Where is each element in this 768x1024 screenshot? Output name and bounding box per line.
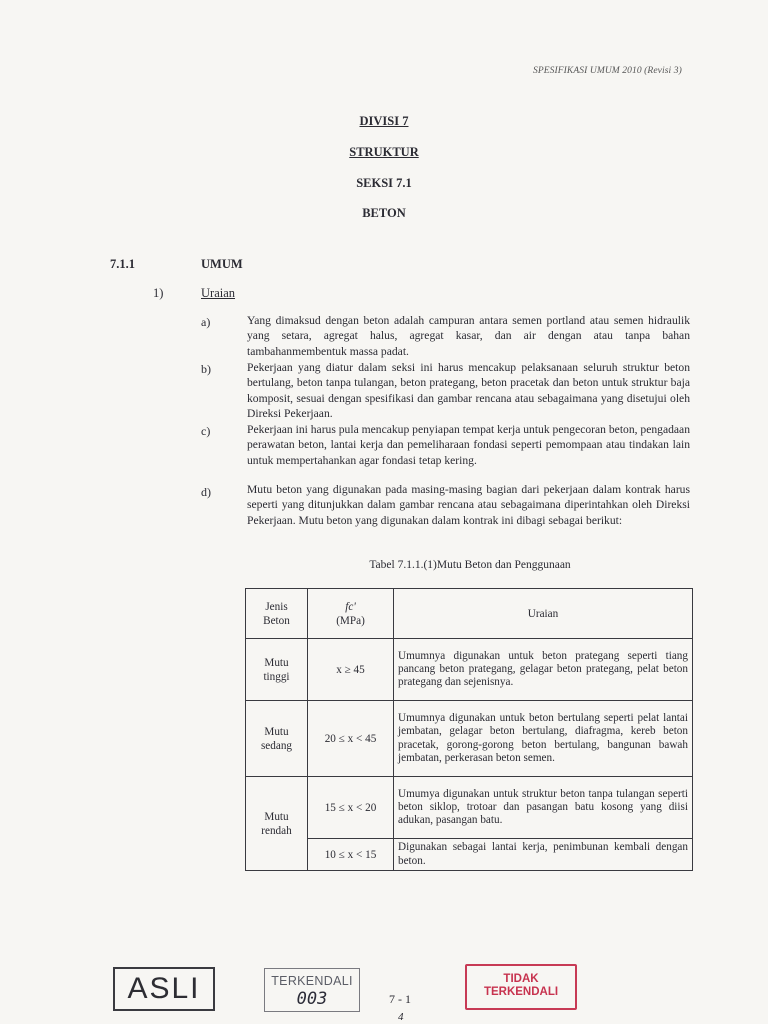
item-label-d: d)	[201, 485, 211, 499]
item-text-b: Pekerjaan yang diatur dalam seksi ini harus mencakup pelaksanaan seluruh struktur beton bertulang, beton tanpa tulangan, beton prategang, beton pracetak dan beton untuk struktur baja komposit, sesuai dengan spesifikasi dan gambar rencana atau sebagaimana yang disetujui oleh Direksi Pekerjaan.	[247, 361, 690, 421]
table-row	[246, 701, 693, 777]
stamp-tidak-line-1: TIDAK	[503, 973, 539, 985]
beton-title: BETON	[362, 206, 406, 220]
stamp-tidak-terkendali	[465, 964, 577, 1010]
table-row	[246, 639, 693, 701]
stamp-asli	[113, 967, 215, 1011]
section-number: 7.1.1	[110, 257, 135, 271]
table-caption: Tabel 7.1.1.(1)Mutu Beton dan Penggunaan	[369, 559, 571, 571]
division-title: DIVISI 7	[359, 114, 409, 128]
item-label-c: c)	[201, 424, 211, 438]
usage-description: Umumnya digunakan untuk beton bertulang seperti pelat lantai jembatan, gelagar beton bertulang, diafragma, kereb beton pracetak, gorong-gorong beton bertulang, bangunan bawah jembatan, perkerasan beton semen.	[394, 701, 693, 777]
table-row	[246, 839, 693, 871]
class-sedang: Mutu sedang	[246, 701, 308, 777]
fc-value: 15 ≤ x < 20	[308, 777, 394, 839]
stamp-terkendali-label: TERKENDALI	[271, 974, 353, 988]
class-rendah: Mutu rendah	[246, 777, 308, 871]
stamp-tidak-line-2: TERKENDALI	[483, 986, 559, 998]
usage-description: Digunakan sebagai lantai kerja, penimbunan kembali dengan beton.	[394, 839, 693, 871]
item-text-c: Pekerjaan ini harus pula mencakup penyiapan tempat kerja untuk pengecoran beton, pengadaan perawatan beton, lantai kerja dan pemeliharaan fondasi seperti pemompaan atau tindakan lain untuk mempertahankan agar fondasi tetap kering.	[247, 423, 690, 467]
fc-value: 20 ≤ x < 45	[308, 701, 394, 777]
section-heading: UMUM	[201, 257, 243, 271]
fc-value: 10 ≤ x < 15	[308, 839, 394, 871]
usage-description: Umumnya digunakan untuk beton prategang seperti tiang pancang beton prategang, gelagar beton prategang, pelat beton prategang dan sejenisnya.	[394, 639, 693, 701]
class-tinggi: Mutu tinggi	[246, 639, 308, 701]
stamp-terkendali-number: 003	[296, 989, 328, 1009]
item-text-a: Yang dimaksud dengan beton adalah campuran antara semen portland atau semen hidraulik yang setara, agregat halus, agregat kasar, dan air dengan atau tanpa bahan tambahanmembentuk massa padat.	[247, 314, 690, 358]
subsection-heading: Uraian	[201, 286, 236, 300]
page-number: 7 - 1	[389, 992, 411, 1006]
table-header-row	[246, 589, 693, 639]
subsection-number: 1)	[153, 286, 164, 300]
fc-value: x ≥ 45	[308, 639, 394, 701]
header-fc: fc' (MPa)	[308, 589, 394, 639]
stamp-terkendali	[264, 968, 360, 1012]
item-label-a: a)	[201, 315, 211, 329]
document-spec-header: SPESIFIKASI UMUM 2010 (Revisi 3)	[533, 66, 682, 76]
page-mark: 4	[398, 1011, 404, 1023]
header-uraian: Uraian	[394, 589, 693, 639]
structure-title: STRUKTUR	[349, 145, 419, 159]
header-jenis-beton: Jenis Beton	[246, 589, 308, 639]
item-text-d: Mutu beton yang digunakan pada masing-masing bagian dari pekerjaan dalam kontrak harus seperti yang ditunjukkan dalam gambar rencana atau sebagaimana diperintahkan oleh Direksi Pekerjaan. Mutu beton yang digunakan dalam kontrak ini dibagi sebagai berikut:	[247, 483, 690, 527]
table-row	[246, 777, 693, 839]
section-title: SEKSI 7.1	[356, 176, 412, 190]
stamp-asli-text: ASLI	[127, 972, 201, 1005]
item-label-b: b)	[201, 362, 211, 376]
concrete-grade-table	[245, 588, 693, 871]
usage-description: Umumya digunakan untuk struktur beton tanpa tulangan seperti beton siklop, trotoar dan pasangan batu kosong yang diisi adukan, pasangan batu.	[394, 777, 693, 839]
